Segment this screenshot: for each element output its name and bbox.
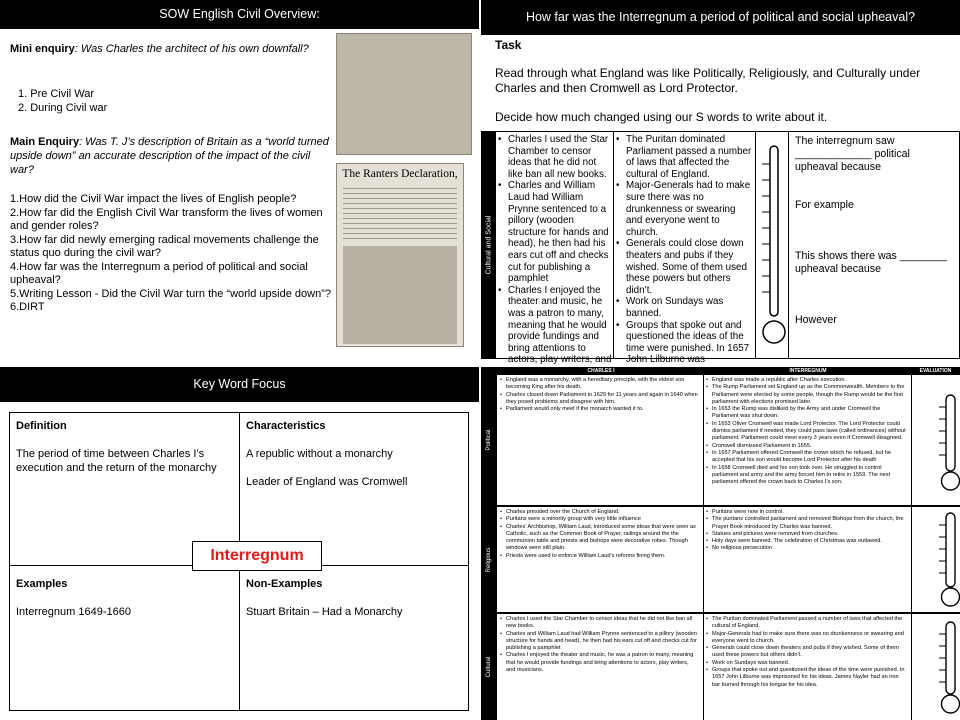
task-instructions-2: Decide how much changed using our S words to write about it. bbox=[495, 110, 828, 124]
list-item: • Work on Sundays was banned. bbox=[615, 296, 753, 319]
row-label-political: Political bbox=[486, 429, 492, 451]
comparison-table-panel bbox=[481, 367, 960, 720]
task-panel bbox=[481, 0, 960, 366]
thermometer-icon bbox=[937, 393, 960, 493]
task-panel-title: How far was the Interregnum a period of political and social upheaval? bbox=[481, 0, 960, 35]
list-item: • In 1653 Oliver Cromwell was made Lord Protector. The Lord Protector could dismiss parliament if needed, they could pass laws (called ordinances) without parliament. Parliament could meet every 3 years even if Cromwell disagreed. bbox=[705, 421, 907, 443]
list-item: • Holy days were banned. The celebration of Christmas was outlawed. bbox=[705, 538, 907, 545]
list-item: • Cromwell dismissed Parliament in 1655. bbox=[705, 443, 907, 450]
main-enquiry-label: Main Enquiry bbox=[10, 136, 80, 148]
list-item: • Parliament would only meet if the monarch wanted it to. bbox=[499, 406, 699, 413]
lesson-question: 2.How far did the English Civil War transform the lives of women and gender roles? bbox=[10, 206, 323, 232]
key-word-panel bbox=[0, 367, 479, 720]
pamphlet-text-block bbox=[343, 184, 457, 242]
frame-line-3: For example bbox=[795, 199, 854, 211]
side-label: Cultural and Social bbox=[482, 132, 496, 358]
charles-political-list bbox=[499, 377, 699, 413]
list-item: • Groups that spoke out and questioned the ideas of the time were punished. In 1657 John Lilburne was bbox=[615, 320, 753, 367]
list-item: • The puritans controlled parliament and removed Bishops from the church, the Prayer Book introduced by Charles was banned. bbox=[705, 516, 907, 531]
thermometer-icon bbox=[937, 511, 960, 609]
frame-line-4: This shows there was ________ upheaval because bbox=[795, 250, 947, 275]
charles-cultural-list bbox=[497, 134, 613, 366]
list-item: • Charles I enjoyed the theater and music, he was a patron to many, meaning that he would provide fundings and bring attentions to actors, play writers, and musicians. bbox=[499, 652, 699, 674]
list-item: • Charles and William Laud had William Prynne sentenced to a pillory (wooden structure for hands and head), he then had his ears cut off and checks cut for publishing a pamphlet bbox=[497, 180, 613, 284]
lesson-question: 3.How far did newly emerging radical movements challenge the status quo during the civil war? bbox=[10, 233, 319, 259]
sow-overview-panel bbox=[0, 0, 479, 366]
characteristic-item: A republic without a monarchy bbox=[246, 448, 393, 460]
lesson-question: 6.DIRT bbox=[10, 301, 45, 313]
lesson-question: 4.How far was the Interregnum a period of political and social upheaval? bbox=[10, 260, 308, 286]
characteristic-item: Leader of England was Cromwell bbox=[246, 476, 408, 488]
frayer-model bbox=[9, 412, 469, 711]
interregnum-religious-list bbox=[705, 509, 907, 553]
list-item: • In 1653 the Rump was disliked by the Army and under Cromwell the Parliament was shut down. bbox=[705, 406, 907, 421]
non-examples-text: Stuart Britain – Had a Monarchy bbox=[246, 606, 403, 618]
mini-enquiry bbox=[10, 42, 332, 56]
charles-cultural-list bbox=[499, 616, 699, 674]
characteristics-cell bbox=[246, 419, 461, 489]
main-enquiry-text: : Was T. J’s description of Britain as a “world turned upside down” an accurate description of the impact of the civil war? bbox=[10, 136, 329, 176]
list-item: • Puritans were a minority group with very little influence bbox=[499, 516, 699, 523]
key-word-title: Key Word Focus bbox=[0, 367, 479, 402]
phase-item: 2. During Civil war bbox=[18, 102, 108, 114]
interregnum-cultural-list bbox=[615, 134, 753, 366]
lesson-question: 1.How did the Civil War impact the lives of English people? bbox=[10, 193, 297, 205]
interregnum-political-list bbox=[705, 377, 907, 486]
list-item: • In 1657 Parliament offered Cromwell the crown which he refused, but he accepted that his son would become Lord Protector after his death bbox=[705, 450, 907, 465]
lesson-question-list bbox=[10, 193, 335, 315]
key-word: Interregnum bbox=[192, 541, 322, 571]
list-item: • Statues and pictures were removed from churches. bbox=[705, 531, 907, 538]
cultural-comparison-table bbox=[481, 131, 960, 366]
list-item: • Charles I used the Star Chamber to censor ideas that he did not like ban all new books. bbox=[497, 134, 613, 180]
thermometer-icon bbox=[762, 144, 786, 350]
list-item: • Major-Generals had to make sure there was no drunkenness or swearing and everyone went to church. bbox=[705, 631, 907, 646]
crowd-engraving-image bbox=[336, 33, 472, 155]
non-examples-cell bbox=[246, 577, 461, 619]
list-item: • Generals could close down theaters and pubs if they wished. Some of them used these powers but others didn’t. bbox=[615, 238, 753, 296]
list-item: • Generals could close down theaters and pubs if they wished. Some of them used these powers but others didn’t. bbox=[705, 645, 907, 660]
column-header-charles: CHARLES I bbox=[587, 368, 615, 374]
examples-cell bbox=[16, 577, 231, 619]
list-item: • Groups that spoke out and questioned the ideas of the time were punished. In 1657 John Lilburne was imprisoned for his ideas. James Nayler had an iron bar burned through his tongue for his idea. bbox=[705, 667, 907, 689]
definition-cell bbox=[16, 419, 231, 475]
task-heading: Task bbox=[495, 38, 522, 52]
religious-row bbox=[497, 507, 960, 612]
thermometer-icon bbox=[937, 620, 960, 716]
list-item: • Charles and William Laud had William Prynne sentenced to a pillory (wooden structure for hands and head), he then had his ears cut off and checks cut for publishing a pamphlet bbox=[499, 631, 699, 653]
list-item: • England was made a republic after Charles execution. bbox=[705, 377, 907, 384]
examples-text: Interregnum 1649-1660 bbox=[16, 606, 131, 618]
list-item: • The Puritan dominated Parliament passed a number of laws that affected the cultural of England. bbox=[615, 134, 753, 180]
task-instructions: Read through what England was like Politically, Religiously, and Culturally under Charles and then Cromwell as Lord Protector. bbox=[495, 66, 921, 95]
interregnum-cultural-list bbox=[705, 616, 907, 689]
row-label-religious: Religious bbox=[486, 547, 492, 572]
list-item: • In 1658 Cromwell died and his son took over. He struggled to control parliament and army and the army forced him to retire in 1559. The next parliament offered the crown back to Charles I’s son. bbox=[705, 465, 907, 487]
frame-line-1: The interregnum saw bbox=[795, 135, 895, 147]
examples-label: Examples bbox=[16, 578, 68, 590]
list-item: • Major-Generals had to make sure there was no drunkenness or swearing and everyone went to church. bbox=[615, 180, 753, 238]
frame-line-2: _____________ political upheaval because bbox=[795, 148, 910, 173]
frame-line-5: However bbox=[795, 314, 837, 326]
pamphlet-title: The Ranters Declaration, bbox=[342, 168, 458, 180]
list-item: • Charles presided over the Church of England. bbox=[499, 509, 699, 516]
pamphlet-figures bbox=[343, 246, 457, 344]
list-item: • Work on Sundays was banned. bbox=[705, 660, 907, 667]
mini-enquiry-label: Mini enquiry bbox=[10, 43, 75, 55]
charles-religious-list bbox=[499, 509, 699, 560]
list-item: • The Rump Parliament set England up as the Commonwealth. Members to the Parliament were elected by some people, though the Rump would be the first parliament with elections promised later. bbox=[705, 384, 907, 406]
characteristics-label: Characteristics bbox=[246, 420, 326, 432]
list-item: • England was a monarchy, with a hereditary principle, with the eldest son becoming King after his death. bbox=[499, 377, 699, 392]
cultural-row bbox=[497, 614, 960, 720]
phase-list bbox=[18, 87, 107, 115]
definition-label: Definition bbox=[16, 420, 67, 432]
list-item: • No religious persecution bbox=[705, 545, 907, 552]
political-row bbox=[497, 375, 960, 505]
main-enquiry bbox=[10, 135, 332, 177]
column-header-interregnum: INTERREGNUM bbox=[789, 368, 827, 374]
list-item: • Charles closed down Parliament in 1629 for 11 years and again in 1640 when they posed problems and disagree with him. bbox=[499, 392, 699, 407]
list-item: • Charles I enjoyed the theater and music, he was a patron to many, meaning that he would provide fundings and bring attentions to actors, play writers, and bbox=[497, 285, 613, 366]
ranters-pamphlet-image bbox=[336, 163, 464, 347]
mini-enquiry-text: : Was Charles the architect of his own downfall? bbox=[74, 43, 309, 55]
row-label-cultural: Cultural bbox=[486, 656, 492, 678]
lesson-question: 5.Writing Lesson - Did the Civil War turn the “world upside down”? bbox=[10, 287, 331, 300]
list-item: • Charles’ Archbishop, William Laud, introduced some ideas that were seen as Catholic, such as the Common Book of Prayer, railings around the the communion table and priests and bishops were decorative robes. Though windows were still plain. bbox=[499, 524, 699, 553]
phase-item: 1. Pre Civil War bbox=[18, 88, 94, 100]
definition-text: The period of time between Charles I’s execution and the return of the monarchy bbox=[16, 448, 217, 474]
list-item: • Puritans were now in control. bbox=[705, 509, 907, 516]
non-examples-label: Non-Examples bbox=[246, 578, 323, 590]
list-item: • Priests were used to enforce William Laud’s reforms fining them. bbox=[499, 553, 699, 560]
column-header-evaluation: EVALUATION bbox=[919, 368, 952, 374]
sow-title: SOW English Civil Overview: bbox=[0, 0, 479, 29]
list-item: • Charles I used the Star Chamber to censor ideas that he did not like ban all new books. bbox=[499, 616, 699, 631]
list-item: • The Puritan dominated Parliament passed a number of laws that affected the cultural of England. bbox=[705, 616, 907, 631]
